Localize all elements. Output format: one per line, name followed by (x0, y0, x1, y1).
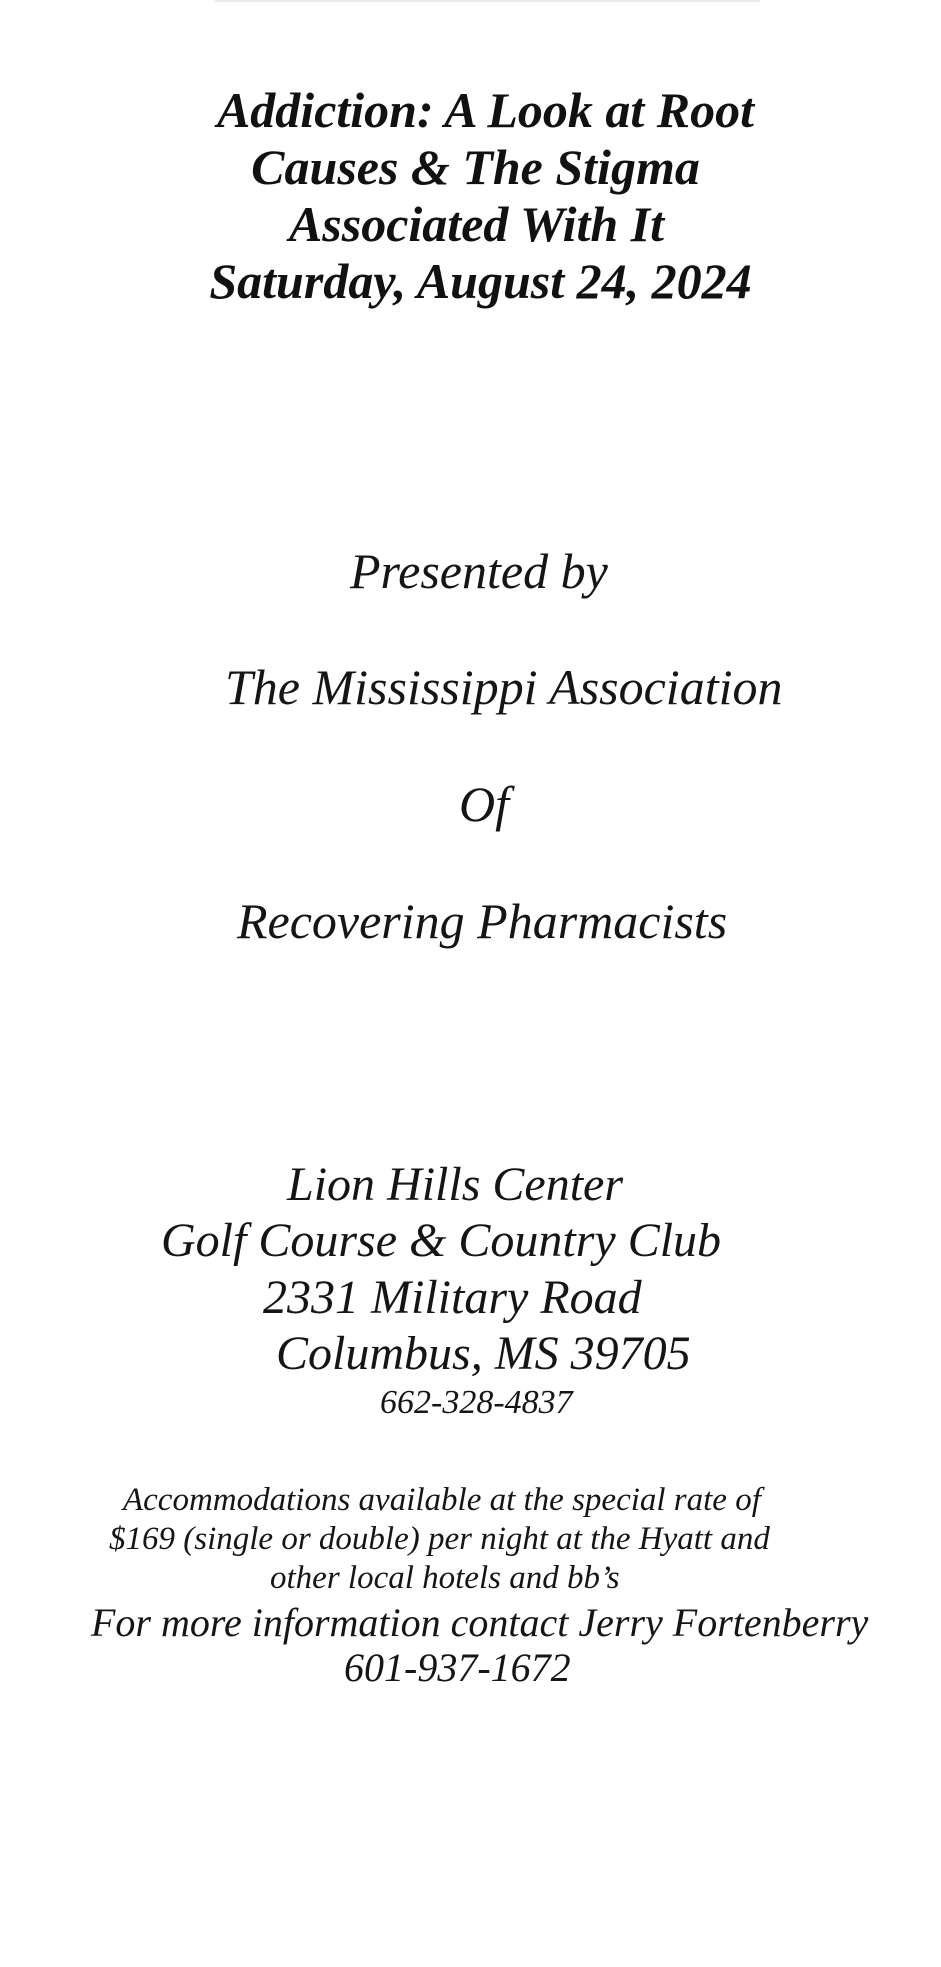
contact-info: For more information contact Jerry Fortenberry (91, 1600, 869, 1645)
title-line: Causes & The Stigma (251, 139, 700, 195)
accommodations-line: other local hotels and bb’s (270, 1560, 620, 1596)
venue-city-state-zip: Columbus, MS 39705 (276, 1327, 691, 1380)
organization-name-line: Of (459, 776, 509, 832)
event-date: Saturday, August 24, 2024 (209, 253, 752, 309)
accommodations-line: Accommodations available at the special rate of (123, 1482, 761, 1518)
title-line: Associated With It (288, 196, 665, 252)
venue-phone: 662-328-4837 (380, 1384, 573, 1421)
event-title (0, 82, 941, 310)
accommodations-line: $169 (single or double) per night at the Hyatt and (109, 1521, 770, 1557)
organization-name-line: The Mississippi Association (225, 659, 783, 715)
organization-name-line: Recovering Pharmacists (237, 893, 728, 949)
venue-name: Lion Hills Center (287, 1158, 624, 1211)
contact-phone: 601-937-1672 (344, 1645, 571, 1690)
presented-by-label: Presented by (350, 543, 608, 599)
venue-club: Golf Course & Country Club (161, 1214, 722, 1267)
venue-street-address: 2331 Military Road (263, 1271, 642, 1324)
top-divider (215, 0, 760, 2)
title-line: Addiction: A Look at Root (216, 82, 755, 138)
